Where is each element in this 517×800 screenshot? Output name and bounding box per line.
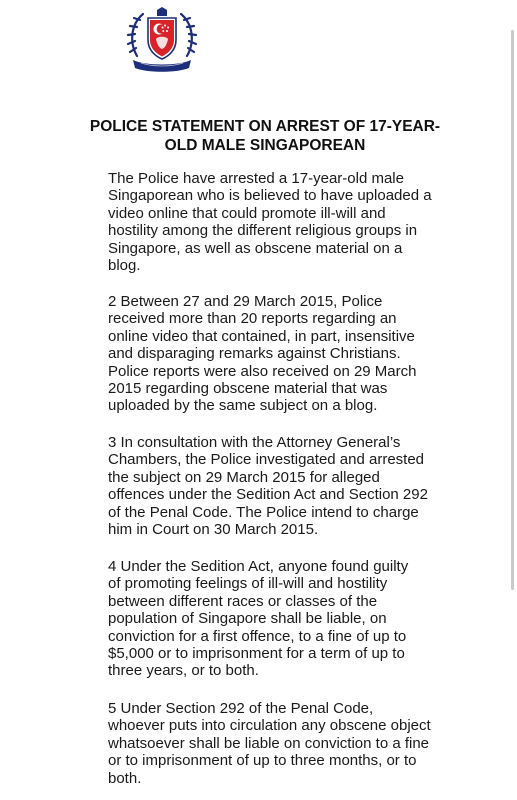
police-crest-icon [123,6,201,76]
paragraph-4: 4 Under the Sedition Act, anyone found guilty of promoting feelings of ill-will and hostility between different races or classes of the population of Singapore shall be liable, on conviction for a first offence, to a fine of up to $5,000 or to imprisonment for a term of up to three years, or to both. [108,558,409,680]
scrollbar[interactable] [511,30,514,590]
paragraph-3: 3 In consultation with the Attorney General’s Chambers, the Police investigated and arrested the subject on 29 March 2015 for alleged offences under the Sedition Act and Section 292 of the Penal Code. The Police intend to charge him in Court on 30 March 2015. [108,434,428,539]
paragraph-5: 5 Under Section 292 of the Penal Code, whoever puts into circulation any obscene object whatsoever shall be liable on conviction to a fine or to imprisonment of up to three months, or to both. [108,700,431,787]
paragraph-1: The Police have arrested a 17-year-old male Singaporean who is believed to have uploaded a video online that could promote ill-will and hostility among the different religious groups in Singapore, as well as obscene material on a blog. [108,170,432,275]
paragraph-2: 2 Between 27 and 29 March 2015, Police received more than 20 reports regarding an online video that contained, in part, insensitive and disparaging remarks against Christians. Police reports were also received on 29 March 2015 regarding obscene material that was uploaded by the same subject on a blog. [108,293,417,415]
statement-title: POLICE STATEMENT ON ARREST OF 17-YEAR- OLD MALE SINGAPOREAN [89,118,441,154]
